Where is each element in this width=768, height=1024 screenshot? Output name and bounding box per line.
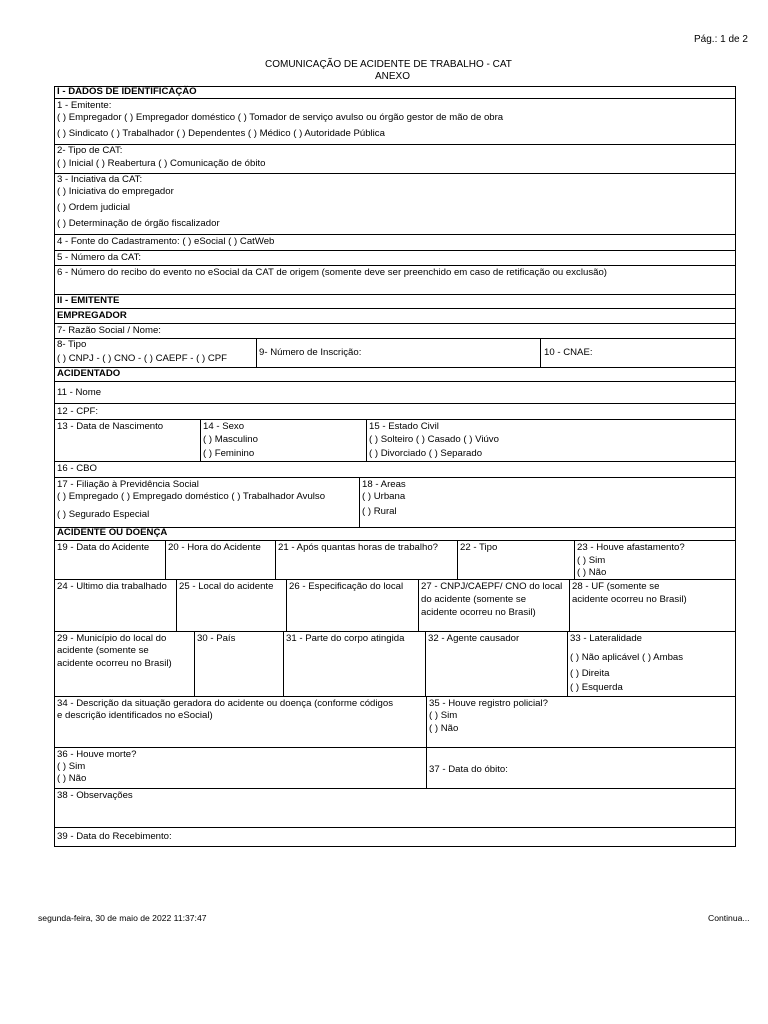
- divider: [54, 173, 736, 174]
- field-label-tipo-inscricao: 8- Tipo: [57, 339, 87, 350]
- divider: [54, 98, 736, 99]
- field-label-iniciativa: 3 - Inciativa da CAT:: [57, 174, 143, 185]
- morte-option-sim[interactable]: ( ) Sim: [57, 761, 86, 772]
- page-number: Pág.: 1 de 2: [694, 34, 748, 45]
- field-parte-corpo[interactable]: 31 - Parte do corpo atingida: [286, 633, 405, 644]
- divider: [54, 827, 736, 828]
- field-pais[interactable]: 30 - País: [197, 633, 236, 644]
- field-label-registro-policial: 35 - Houve registro policial?: [429, 698, 548, 709]
- field-cnae[interactable]: 10 - CNAE:: [544, 347, 593, 358]
- divider: [54, 461, 736, 462]
- registro-policial-option-nao[interactable]: ( ) Não: [429, 723, 459, 734]
- field-razao-social[interactable]: 7- Razão Social / Nome:: [57, 325, 161, 336]
- footer-continue: Continua...: [708, 913, 750, 923]
- field-label-estado-civil: 15 - Estado Civil: [369, 421, 439, 432]
- field-uf-line1[interactable]: 28 - UF (somente se: [572, 581, 660, 592]
- divider: [54, 234, 736, 235]
- divider: [54, 403, 736, 404]
- field-observacoes[interactable]: 38 - Observações: [57, 790, 133, 801]
- divider: [54, 308, 736, 309]
- divider: [457, 540, 458, 579]
- field-cnpj-local-line3: acidente ocorreu no Brasil): [421, 607, 536, 618]
- estado-civil-options-line2[interactable]: ( ) Divorciado ( ) Separado: [369, 448, 483, 459]
- divider: [54, 477, 736, 478]
- tipo-inscricao-options[interactable]: ( ) CNPJ - ( ) CNO - ( ) CAEPF - ( ) CPF: [57, 353, 228, 364]
- field-label-lateralidade: 33 - Lateralidade: [570, 633, 643, 644]
- divider: [54, 294, 736, 295]
- divider: [54, 788, 736, 789]
- emitente-options-line2[interactable]: ( ) Sindicato ( ) Trabalhador ( ) Dependentes ( ) Médico ( ) Autoridade Pública: [57, 128, 385, 139]
- field-data-recebimento[interactable]: 39 - Data do Recebimento:: [57, 831, 172, 842]
- field-tipo-acidente[interactable]: 22 - Tipo: [460, 542, 498, 553]
- divider: [418, 579, 419, 631]
- field-fonte-cadastramento[interactable]: 4 - Fonte do Cadastramento: ( ) eSocial ( ) CatWeb: [57, 236, 275, 247]
- divider: [54, 381, 736, 382]
- field-label-houve-morte: 36 - Houve morte?: [57, 749, 137, 760]
- field-label-emitente: 1 - Emitente:: [57, 100, 112, 111]
- field-label-sexo: 14 - Sexo: [203, 421, 245, 432]
- divider: [54, 419, 736, 420]
- field-especificacao-local[interactable]: 26 - Especificação do local: [289, 581, 404, 592]
- divider: [54, 540, 736, 541]
- field-data-nascimento[interactable]: 13 - Data de Nascimento: [57, 421, 164, 432]
- field-label-tipo-cat: 2- Tipo de CAT:: [57, 145, 123, 156]
- field-data-obito[interactable]: 37 - Data do óbito:: [429, 764, 508, 775]
- emitente-options-line1[interactable]: ( ) Empregador ( ) Empregador doméstico ( ) Tomador de serviço avulso ou órgão gestor de mão de obra: [57, 112, 504, 123]
- divider: [574, 540, 575, 579]
- field-municipio-line1[interactable]: 29 - Município do local do: [57, 633, 167, 644]
- field-label-filiacao: 17 - Filiação à Previdência Social: [57, 479, 199, 490]
- iniciativa-option-fiscalizador[interactable]: ( ) Determinação de órgão fiscalizador: [57, 218, 220, 229]
- divider: [256, 338, 257, 367]
- field-municipio-line2: acidente (somente se: [57, 645, 149, 656]
- field-label-areas: 18 - Areas: [362, 479, 406, 490]
- tipo-cat-options[interactable]: ( ) Inicial ( ) Reabertura ( ) Comunicação de óbito: [57, 158, 266, 169]
- morte-option-nao[interactable]: ( ) Não: [57, 773, 87, 784]
- field-hora-acidente[interactable]: 20 - Hora do Acidente: [168, 542, 261, 553]
- field-numero-recibo[interactable]: 6 - Número do recibo do evento no eSocial da CAT de origem (somente deve ser preenchido em caso de retificação ou exclusão): [57, 267, 607, 278]
- field-ultimo-dia[interactable]: 24 - Ultimo dia trabalhado: [57, 581, 167, 592]
- divider: [275, 540, 276, 579]
- divider: [283, 631, 284, 696]
- field-numero-inscricao[interactable]: 9- Número de Inscrição:: [259, 347, 362, 358]
- divider: [176, 579, 177, 631]
- field-descricao-line2: e descrição identificados no eSocial): [57, 710, 213, 721]
- divider: [425, 631, 426, 696]
- afastamento-option-nao[interactable]: ( ) Não: [577, 567, 607, 578]
- lateralidade-option-esquerda[interactable]: ( ) Esquerda: [570, 682, 623, 693]
- divider: [286, 579, 287, 631]
- iniciativa-option-empregador[interactable]: ( ) Iniciativa do empregador: [57, 186, 174, 197]
- divider: [54, 631, 736, 632]
- divider: [54, 144, 736, 145]
- divider: [54, 747, 736, 748]
- divider: [54, 338, 736, 339]
- field-municipio-line3: acidente ocorreu no Brasil): [57, 658, 172, 669]
- field-label-afastamento: 23 - Houve afastamento?: [577, 542, 685, 553]
- afastamento-option-sim[interactable]: ( ) Sim: [577, 555, 606, 566]
- field-descricao-line1[interactable]: 34 - Descrição da situação geradora do acidente ou doença (conforme códigos: [57, 698, 393, 709]
- field-horas-trabalho[interactable]: 21 - Após quantas horas de trabalho?: [278, 542, 439, 553]
- field-cbo[interactable]: 16 - CBO: [57, 463, 97, 474]
- form-frame: [54, 86, 736, 847]
- form-title: COMUNICAÇÃO DE ACIDENTE DE TRABALHO - CAT: [265, 59, 512, 70]
- divider: [54, 323, 736, 324]
- subsection-acidentado: ACIDENTADO: [57, 368, 121, 379]
- field-local-acidente[interactable]: 25 - Local do acidente: [179, 581, 274, 592]
- subsection-empregador: EMPREGADOR: [57, 310, 127, 321]
- field-nome[interactable]: 11 - Nome: [57, 387, 102, 398]
- form-subtitle: ANEXO: [375, 71, 411, 82]
- field-agente-causador[interactable]: 32 - Agente causador: [428, 633, 520, 644]
- field-cnpj-local-line2: do acidente (somente se: [421, 594, 527, 605]
- subsection-acidente-doenca: ACIDENTE OU DOENÇA: [57, 527, 168, 538]
- divider: [54, 696, 736, 697]
- field-cpf[interactable]: 12 - CPF:: [57, 406, 99, 417]
- divider: [366, 419, 367, 461]
- divider: [200, 419, 201, 461]
- filiacao-options-line1[interactable]: ( ) Empregado ( ) Empregado doméstico ( ) Trabalhador Avulso: [57, 491, 326, 502]
- divider: [54, 579, 736, 580]
- divider: [165, 540, 166, 579]
- divider: [540, 338, 541, 367]
- filiacao-options-line2[interactable]: ( ) Segurado Especial: [57, 509, 150, 520]
- field-data-acidente[interactable]: 19 - Data do Acidente: [57, 542, 150, 553]
- divider: [54, 367, 736, 368]
- divider: [567, 631, 568, 696]
- divider: [426, 696, 427, 788]
- divider: [359, 477, 360, 527]
- footer-timestamp: segunda-feira, 30 de maio de 2022 11:37:47: [38, 913, 207, 923]
- sexo-option-feminino[interactable]: ( ) Feminino: [203, 448, 255, 459]
- divider: [569, 579, 570, 631]
- areas-option-urbana[interactable]: ( ) Urbana: [362, 491, 406, 502]
- divider: [194, 631, 195, 696]
- sexo-option-masculino[interactable]: ( ) Masculino: [203, 434, 258, 445]
- section-title-emitente: II - EMITENTE: [57, 295, 120, 306]
- divider: [54, 250, 736, 251]
- lateralidade-option-direita[interactable]: ( ) Direita: [570, 668, 610, 679]
- areas-option-rural[interactable]: ( ) Rural: [362, 506, 397, 517]
- field-uf-line2: acidente ocorreu no Brasil): [572, 594, 687, 605]
- registro-policial-option-sim[interactable]: ( ) Sim: [429, 710, 458, 721]
- field-numero-cat[interactable]: 5 - Número da CAT:: [57, 252, 142, 263]
- lateralidade-options-line1[interactable]: ( ) Não aplicável ( ) Ambas: [570, 652, 684, 663]
- field-cnpj-local-line1[interactable]: 27 - CNPJ/CAEPF/ CNO do local: [421, 581, 563, 592]
- iniciativa-option-judicial[interactable]: ( ) Ordem judicial: [57, 202, 131, 213]
- divider: [54, 265, 736, 266]
- estado-civil-options-line1[interactable]: ( ) Solteiro ( ) Casado ( ) Viúvo: [369, 434, 499, 445]
- section-title-identificacao: I - DADOS DE IDENTIFICAÇÃO: [57, 86, 197, 97]
